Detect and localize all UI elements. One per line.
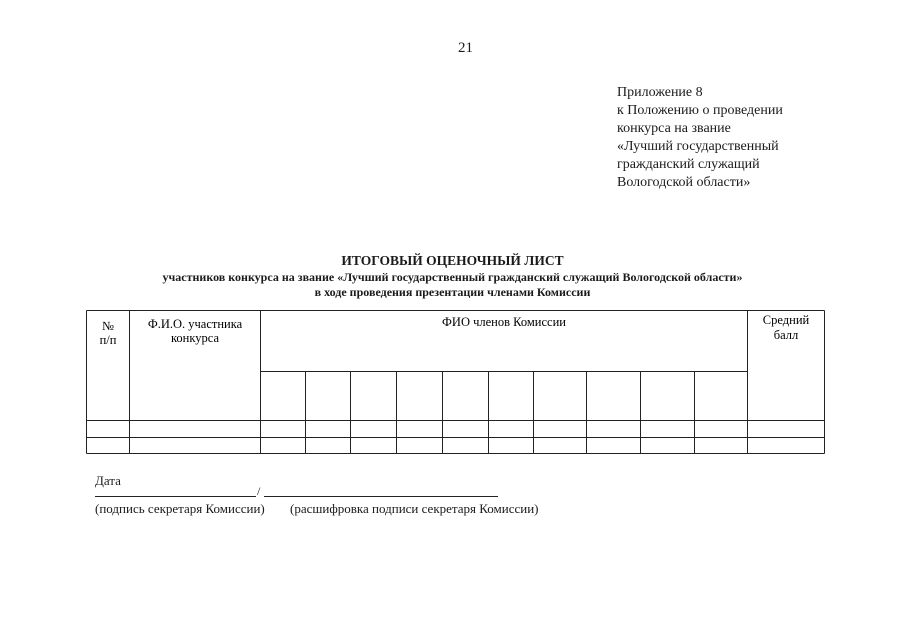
appendix-line: конкурса на звание [617,121,731,136]
page-number: 21 [458,40,473,56]
appendix-line: «Лучший государственный [617,139,779,154]
appendix-line: Приложение 8 [617,85,703,100]
appendix-line: к Положению о проведении [617,103,783,118]
signature-transcript-line [264,496,498,497]
appendix-line: Вологодской области» [617,175,751,190]
column-header-score-line2: балл [773,328,799,342]
date-label: Дата [95,473,121,488]
signature-separator: / [257,484,261,498]
column-header-number-line2: п/п [99,333,117,347]
appendix-line: гражданский служащий [617,157,760,172]
column-header-name-line2: конкурса [170,331,220,345]
signature-caption: (подпись секретаря Комиссии) [95,501,265,516]
column-header-commission: ФИО членов Комиссии [442,315,566,329]
document-subtitle: участников конкурса на звание «Лучший государственный гражданский служащий Вологодской области» [162,270,743,284]
appendix-reference [617,84,783,192]
evaluation-table [86,310,825,454]
signature-line [95,496,256,497]
column-header-name: Ф.И.О. участника [147,317,243,331]
document-subtitle-line2: в ходе проведения презентации членами Комиссии [314,285,591,299]
column-header-score: Средний [762,313,810,327]
document-title: ИТОГОВЫЙ ОЦЕНОЧНЫЙ ЛИСТ [341,253,564,268]
column-header-number: № [102,319,114,333]
signature-transcript-caption: (расшифровка подписи секретаря Комиссии) [290,501,539,516]
